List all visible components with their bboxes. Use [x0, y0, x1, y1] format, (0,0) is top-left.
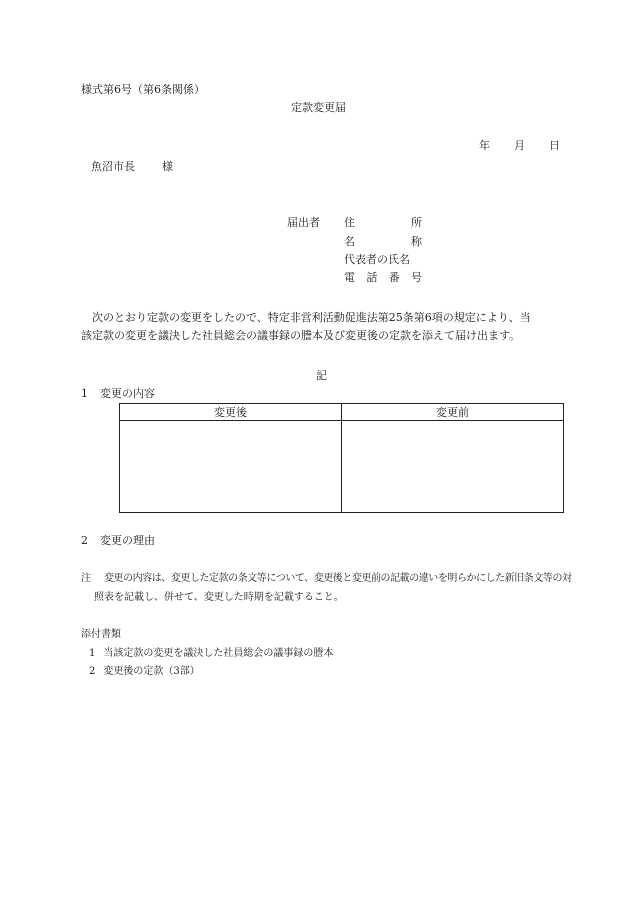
applicant-phone-label	[344, 271, 422, 284]
attachment-1-text: 当該定款の変更を議決した社員総会の議事録の謄本	[103, 648, 334, 659]
date-line	[479, 139, 560, 152]
applicant-label: 届出者	[287, 216, 320, 229]
addressee: 魚沼市長	[91, 160, 135, 173]
section-2-number: 2	[81, 534, 88, 547]
date-month: 月	[514, 139, 525, 152]
attachment-2-text: 変更後の定款（3部）	[103, 666, 200, 677]
phone-char-2: 話	[366, 271, 378, 284]
date-year: 年	[479, 139, 490, 152]
header-before: 変更前	[342, 404, 564, 421]
section-1-label: 変更の内容	[100, 387, 155, 400]
name-char-2: 称	[411, 235, 422, 248]
attachment-item-2	[89, 666, 200, 678]
note-label: 注	[81, 573, 91, 584]
ki-heading: 記	[316, 369, 327, 382]
name-char-1: 名	[344, 235, 355, 248]
document-title: 定款変更届	[291, 101, 346, 114]
attachments-title: 添付書類	[81, 629, 121, 640]
attachment-item-1	[89, 648, 333, 660]
honorific: 様	[162, 160, 173, 173]
address-char-1: 住	[344, 216, 355, 229]
section-1-number: 1	[81, 387, 88, 400]
section-1-heading	[81, 387, 155, 400]
attachment-1-number: 1	[89, 648, 96, 659]
address-char-2: 所	[411, 216, 422, 229]
header-after: 変更後	[120, 404, 342, 421]
section-2-label: 変更の理由	[100, 534, 155, 547]
form-number: 様式第6号（第6条関係）	[81, 83, 205, 96]
phone-char-3: 番	[388, 271, 400, 284]
note-line-2: 照表を記載し、併せて、変更した時期を記載すること。	[94, 592, 344, 603]
applicant-representative-label: 代表者の氏名	[344, 253, 410, 266]
section-2-heading	[81, 534, 155, 547]
phone-char-4: 号	[410, 271, 422, 284]
applicant-name-label	[344, 235, 422, 248]
attachment-2-number: 2	[89, 666, 96, 677]
applicant-address-label	[344, 216, 422, 229]
phone-char-1: 電	[344, 271, 355, 284]
cell-before	[342, 421, 564, 513]
change-table	[119, 403, 564, 513]
cell-after	[120, 421, 342, 513]
date-day: 日	[549, 139, 560, 152]
note-line-1: 変更の内容は、変更した定款の条文等について、変更後と変更前の記載の違いを明らかにした新旧条文等の対	[104, 573, 572, 584]
body-text-line-1: 次のとおり定款の変更をしたので、特定非営利活動促進法第25条第6項の規定により、当	[92, 311, 531, 324]
body-text-line-2: 該定款の変更を議決した社員総会の議事録の謄本及び変更後の定款を添えて届け出ます。	[81, 329, 521, 342]
addressee-line	[91, 160, 173, 173]
